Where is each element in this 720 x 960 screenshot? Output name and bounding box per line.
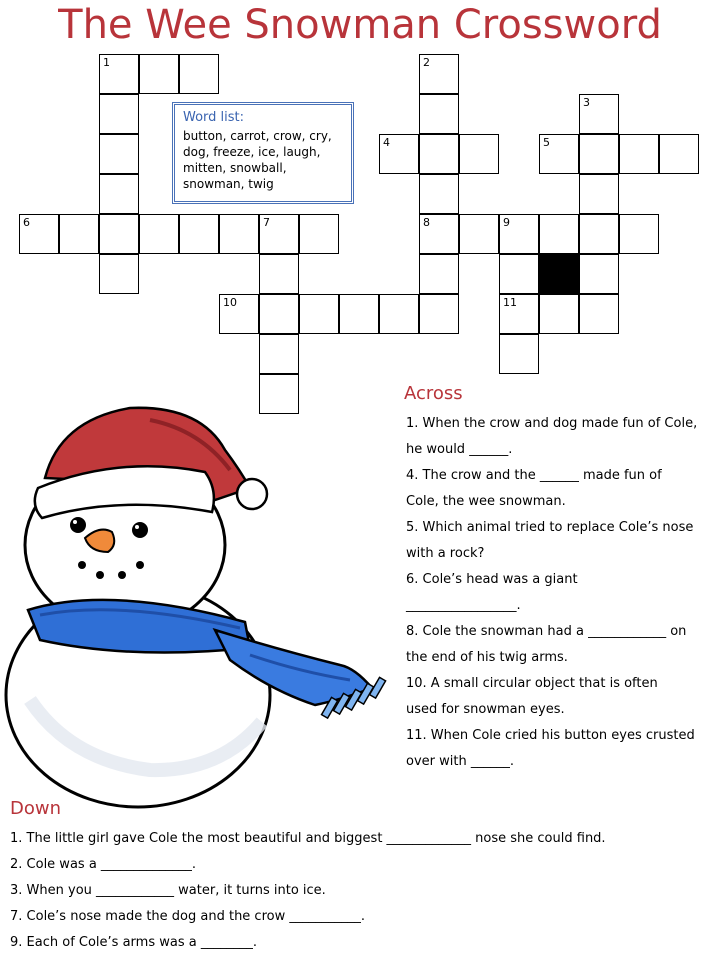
clue-line: he would ______. [406,442,513,457]
grid-cell[interactable] [659,134,699,174]
snowman-illustration [0,400,400,820]
clue-line: 2. Cole was a ______________. [10,857,197,872]
mouth-dot [96,571,104,579]
clue-line: 8. Cole the snowman had a ____________ on [406,624,687,639]
grid-cell[interactable] [539,214,579,254]
grid-cell[interactable] [219,294,259,334]
clue-line: 3. When you ____________ water, it turns into ice. [10,883,326,898]
grid-cell[interactable] [259,254,299,294]
mouth-dot [136,561,144,569]
grid-cell[interactable] [179,214,219,254]
across-heading: Across [404,383,463,404]
clue-line: 7. Cole’s nose made the dog and the crow ___________. [10,909,365,924]
grid-cell[interactable] [99,254,139,294]
clue-line: with a rock? [406,546,485,561]
grid-cell[interactable] [19,214,59,254]
grid-cell[interactable] [99,214,139,254]
clue-line: Cole, the wee snowman. [406,494,566,509]
clue-line: 1. The little girl gave Cole the most beautiful and biggest _____________ nose she could find. [10,831,606,846]
crossword-grid [0,0,720,420]
hat-pompom [237,479,267,509]
grid-cell[interactable] [579,94,619,134]
snowman-eye [132,522,148,538]
clue-number: 7 [263,216,270,229]
grid-cell[interactable] [379,134,419,174]
grid-cell[interactable] [339,294,379,334]
grid-cell[interactable] [539,134,579,174]
grid-cell[interactable] [419,254,459,294]
clue-line: 10. A small circular object that is often [406,676,658,691]
grid-cell[interactable] [259,334,299,374]
grid-cell[interactable] [419,214,459,254]
clue-line: over with ______. [406,754,514,769]
word-list-title: Word list: [183,110,245,125]
clue-number: 8 [423,216,430,229]
grid-cell[interactable] [179,54,219,94]
grid-cell[interactable] [259,214,299,254]
grid-cell[interactable] [99,54,139,94]
clue-line: 11. When Cole cried his button eyes crusted [406,728,695,743]
clue-number: 1 [103,56,110,69]
mouth-dot [118,571,126,579]
grid-cell[interactable] [99,94,139,134]
clue-number: 5 [543,136,550,149]
clue-number: 11 [503,296,517,309]
grid-cell[interactable] [459,214,499,254]
grid-cell[interactable] [619,134,659,174]
down-heading: Down [10,798,62,819]
grid-cell[interactable] [619,214,659,254]
grid-cell[interactable] [579,294,619,334]
grid-cell[interactable] [299,214,339,254]
word-list-words: button, carrot, crow, cry, dog, freeze, ice, laugh, mitten, snowball, snowman, twig [183,129,332,191]
grid-cell[interactable] [499,254,539,294]
grid-cell[interactable] [299,294,339,334]
clue-line: 1. When the crow and dog made fun of Cole, [406,416,698,431]
clue-line: 6. Cole’s head was a giant [406,572,578,587]
grid-cell[interactable] [419,294,459,334]
snowman-eye [70,517,86,533]
clue-number: 10 [223,296,237,309]
down-clues [10,826,710,956]
grid-cell[interactable] [379,294,419,334]
grid-cell[interactable] [259,294,299,334]
clue-line: 5. Which animal tried to replace Cole’s nose [406,520,694,535]
page-title: The Wee Snowman Crossword [58,2,662,48]
word-list-box [172,102,354,204]
grid-cell[interactable] [579,214,619,254]
clue-number: 2 [423,56,430,69]
grid-cell[interactable] [419,54,459,94]
grid-cell[interactable] [419,134,459,174]
clue-number: 3 [583,96,590,109]
grid-cell[interactable] [499,334,539,374]
grid-cell[interactable] [59,214,99,254]
grid-cell[interactable] [99,174,139,214]
clue-number: 9 [503,216,510,229]
grid-cell[interactable] [419,94,459,134]
clue-number: 6 [23,216,30,229]
clue-line: _________________. [406,598,521,613]
grid-cell[interactable] [419,174,459,214]
grid-cell[interactable] [579,174,619,214]
clue-line: 4. The crow and the ______ made fun of [406,468,662,483]
grid-cell[interactable] [219,214,259,254]
grid-cell-blocked [539,254,579,294]
grid-cell[interactable] [499,214,539,254]
clue-line: used for snowman eyes. [406,702,565,717]
grid-cell[interactable] [139,54,179,94]
mouth-dot [78,561,86,569]
grid-cell[interactable] [499,294,539,334]
clue-line: 9. Each of Cole’s arms was a ________. [10,935,257,950]
grid-cell[interactable] [459,134,499,174]
clue-number: 4 [383,136,390,149]
grid-cell[interactable] [99,134,139,174]
grid-cell[interactable] [579,134,619,174]
grid-cell[interactable] [579,254,619,294]
grid-cell[interactable] [539,294,579,334]
grid-cell[interactable] [139,214,179,254]
clue-line: the end of his twig arms. [406,650,568,665]
across-clues [406,411,716,775]
